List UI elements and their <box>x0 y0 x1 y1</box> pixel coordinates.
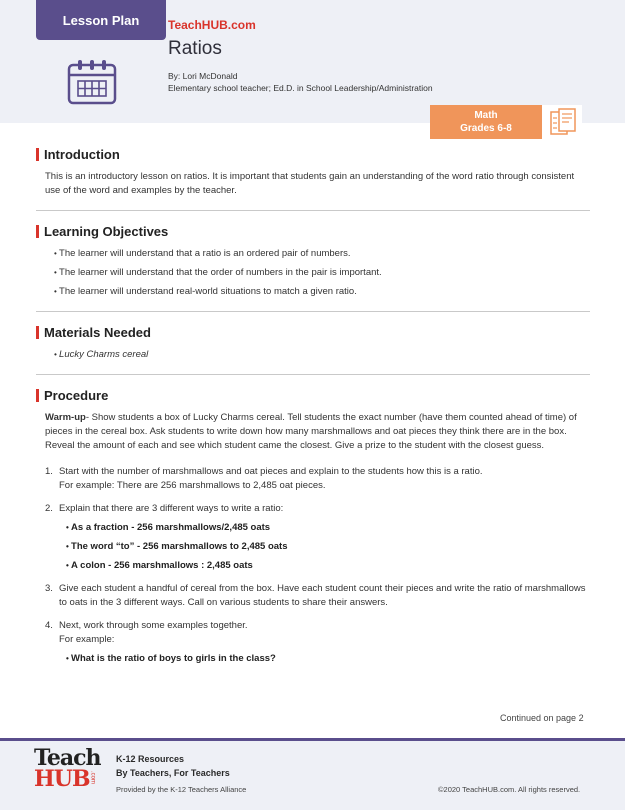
brand-name[interactable]: TeachHUB.com <box>168 18 256 32</box>
section-divider <box>36 311 590 312</box>
example-questions-list <box>66 652 590 666</box>
section-heading-objectives: Learning Objectives <box>36 225 590 238</box>
step-number: 3. <box>45 583 53 594</box>
warmup-paragraph <box>45 411 590 453</box>
lesson-content <box>36 148 590 675</box>
procedure-step <box>45 582 590 610</box>
warmup-text: - Show students a box of Lucky Charms cereal. Tell students the exact number (have them counted ahead of time) of pieces in the cereal box. Ask students to write down how many marshmallows and oat pieces they think there are in the box. Reveal the amount of each and see which student came the closest. Give a prize to the student with the closest guess. <box>45 412 577 451</box>
logo-com: .com <box>89 771 96 785</box>
footer-provided: Provided by the K-12 Teachers Alliance <box>116 785 247 794</box>
ratio-form-item: • As a fraction - 256 marshmallows/2,485 oats <box>66 521 590 535</box>
objectives-list <box>54 247 590 299</box>
logo-hub: HUB <box>34 766 90 792</box>
introduction-text: This is an introductory lesson on ratios. It is important that students gain an understanding of the word ratio through consistent use of the word and examples by the teacher. <box>45 171 575 196</box>
teachhub-logo[interactable] <box>34 745 101 792</box>
material-item: • Lucky Charms cereal <box>54 348 590 362</box>
footer-copyright: ©2020 TeachHUB.com. All rights reserved. <box>438 785 581 794</box>
grades-label: Grades 6-8 <box>460 123 512 134</box>
footer-k12: K-12 Resources <box>116 754 185 764</box>
logo-teach: Teach <box>34 745 101 771</box>
page-title: Ratios <box>168 38 222 59</box>
footer-tagline: By Teachers, For Teachers <box>116 768 230 778</box>
author-byline: By: Lori McDonald <box>168 71 238 81</box>
subject-badge <box>430 105 542 139</box>
objective-item: • The learner will understand that a ratio is an ordered pair of numbers. <box>54 247 590 261</box>
step-text: Next, work through some examples together. <box>59 620 248 631</box>
step-number: 1. <box>45 466 53 477</box>
author-block <box>168 70 433 94</box>
worksheet-icon <box>549 108 579 136</box>
section-divider <box>36 210 590 211</box>
continued-note: Continued on page 2 <box>500 713 584 723</box>
warmup-label: Warm-up <box>45 412 86 423</box>
procedure-steps <box>45 465 590 666</box>
materials-list <box>54 348 590 362</box>
procedure-step <box>45 619 590 666</box>
procedure-step <box>45 465 590 493</box>
section-divider <box>36 374 590 375</box>
author-credentials: Elementary school teacher; Ed.D. in School Leadership/Administration <box>168 83 433 93</box>
step-number: 4. <box>45 620 53 631</box>
step-number: 2. <box>45 503 53 514</box>
subject-label: Math <box>474 110 498 121</box>
ratio-forms-list <box>66 521 590 573</box>
lesson-plan-tab: Lesson Plan <box>36 0 166 40</box>
procedure-step <box>45 502 590 573</box>
section-heading-materials: Materials Needed <box>36 326 590 339</box>
objective-item: • The learner will understand that the order of numbers in the pair is important. <box>54 266 590 280</box>
calendar-icon <box>66 58 118 106</box>
ratio-form-item: • The word “to” - 256 marshmallows to 2,485 oats <box>66 540 590 554</box>
step-text: Give each student a handful of cereal from the box. Have each student count their pieces and write the ratio of marshmallows to oats in the 3 different ways. Call on various students to share their answers. <box>59 583 586 608</box>
objective-item: • The learner will understand real-world situations to match a given ratio. <box>54 285 590 299</box>
step-example: For example: <box>59 634 115 645</box>
step-example: For example: There are 256 marshmallows to 2,485 oat pieces. <box>59 480 326 491</box>
step-text: Explain that there are 3 different ways to write a ratio: <box>59 503 284 514</box>
step-text: Start with the number of marshmallows and oat pieces and explain to the students how this is a ratio. <box>59 466 483 477</box>
ratio-form-item: • A colon - 256 marshmallows : 2,485 oats <box>66 559 590 573</box>
section-heading-procedure: Procedure <box>36 389 590 402</box>
example-question-item: • What is the ratio of boys to girls in the class? <box>66 652 590 666</box>
section-heading-introduction: Introduction <box>36 148 590 161</box>
